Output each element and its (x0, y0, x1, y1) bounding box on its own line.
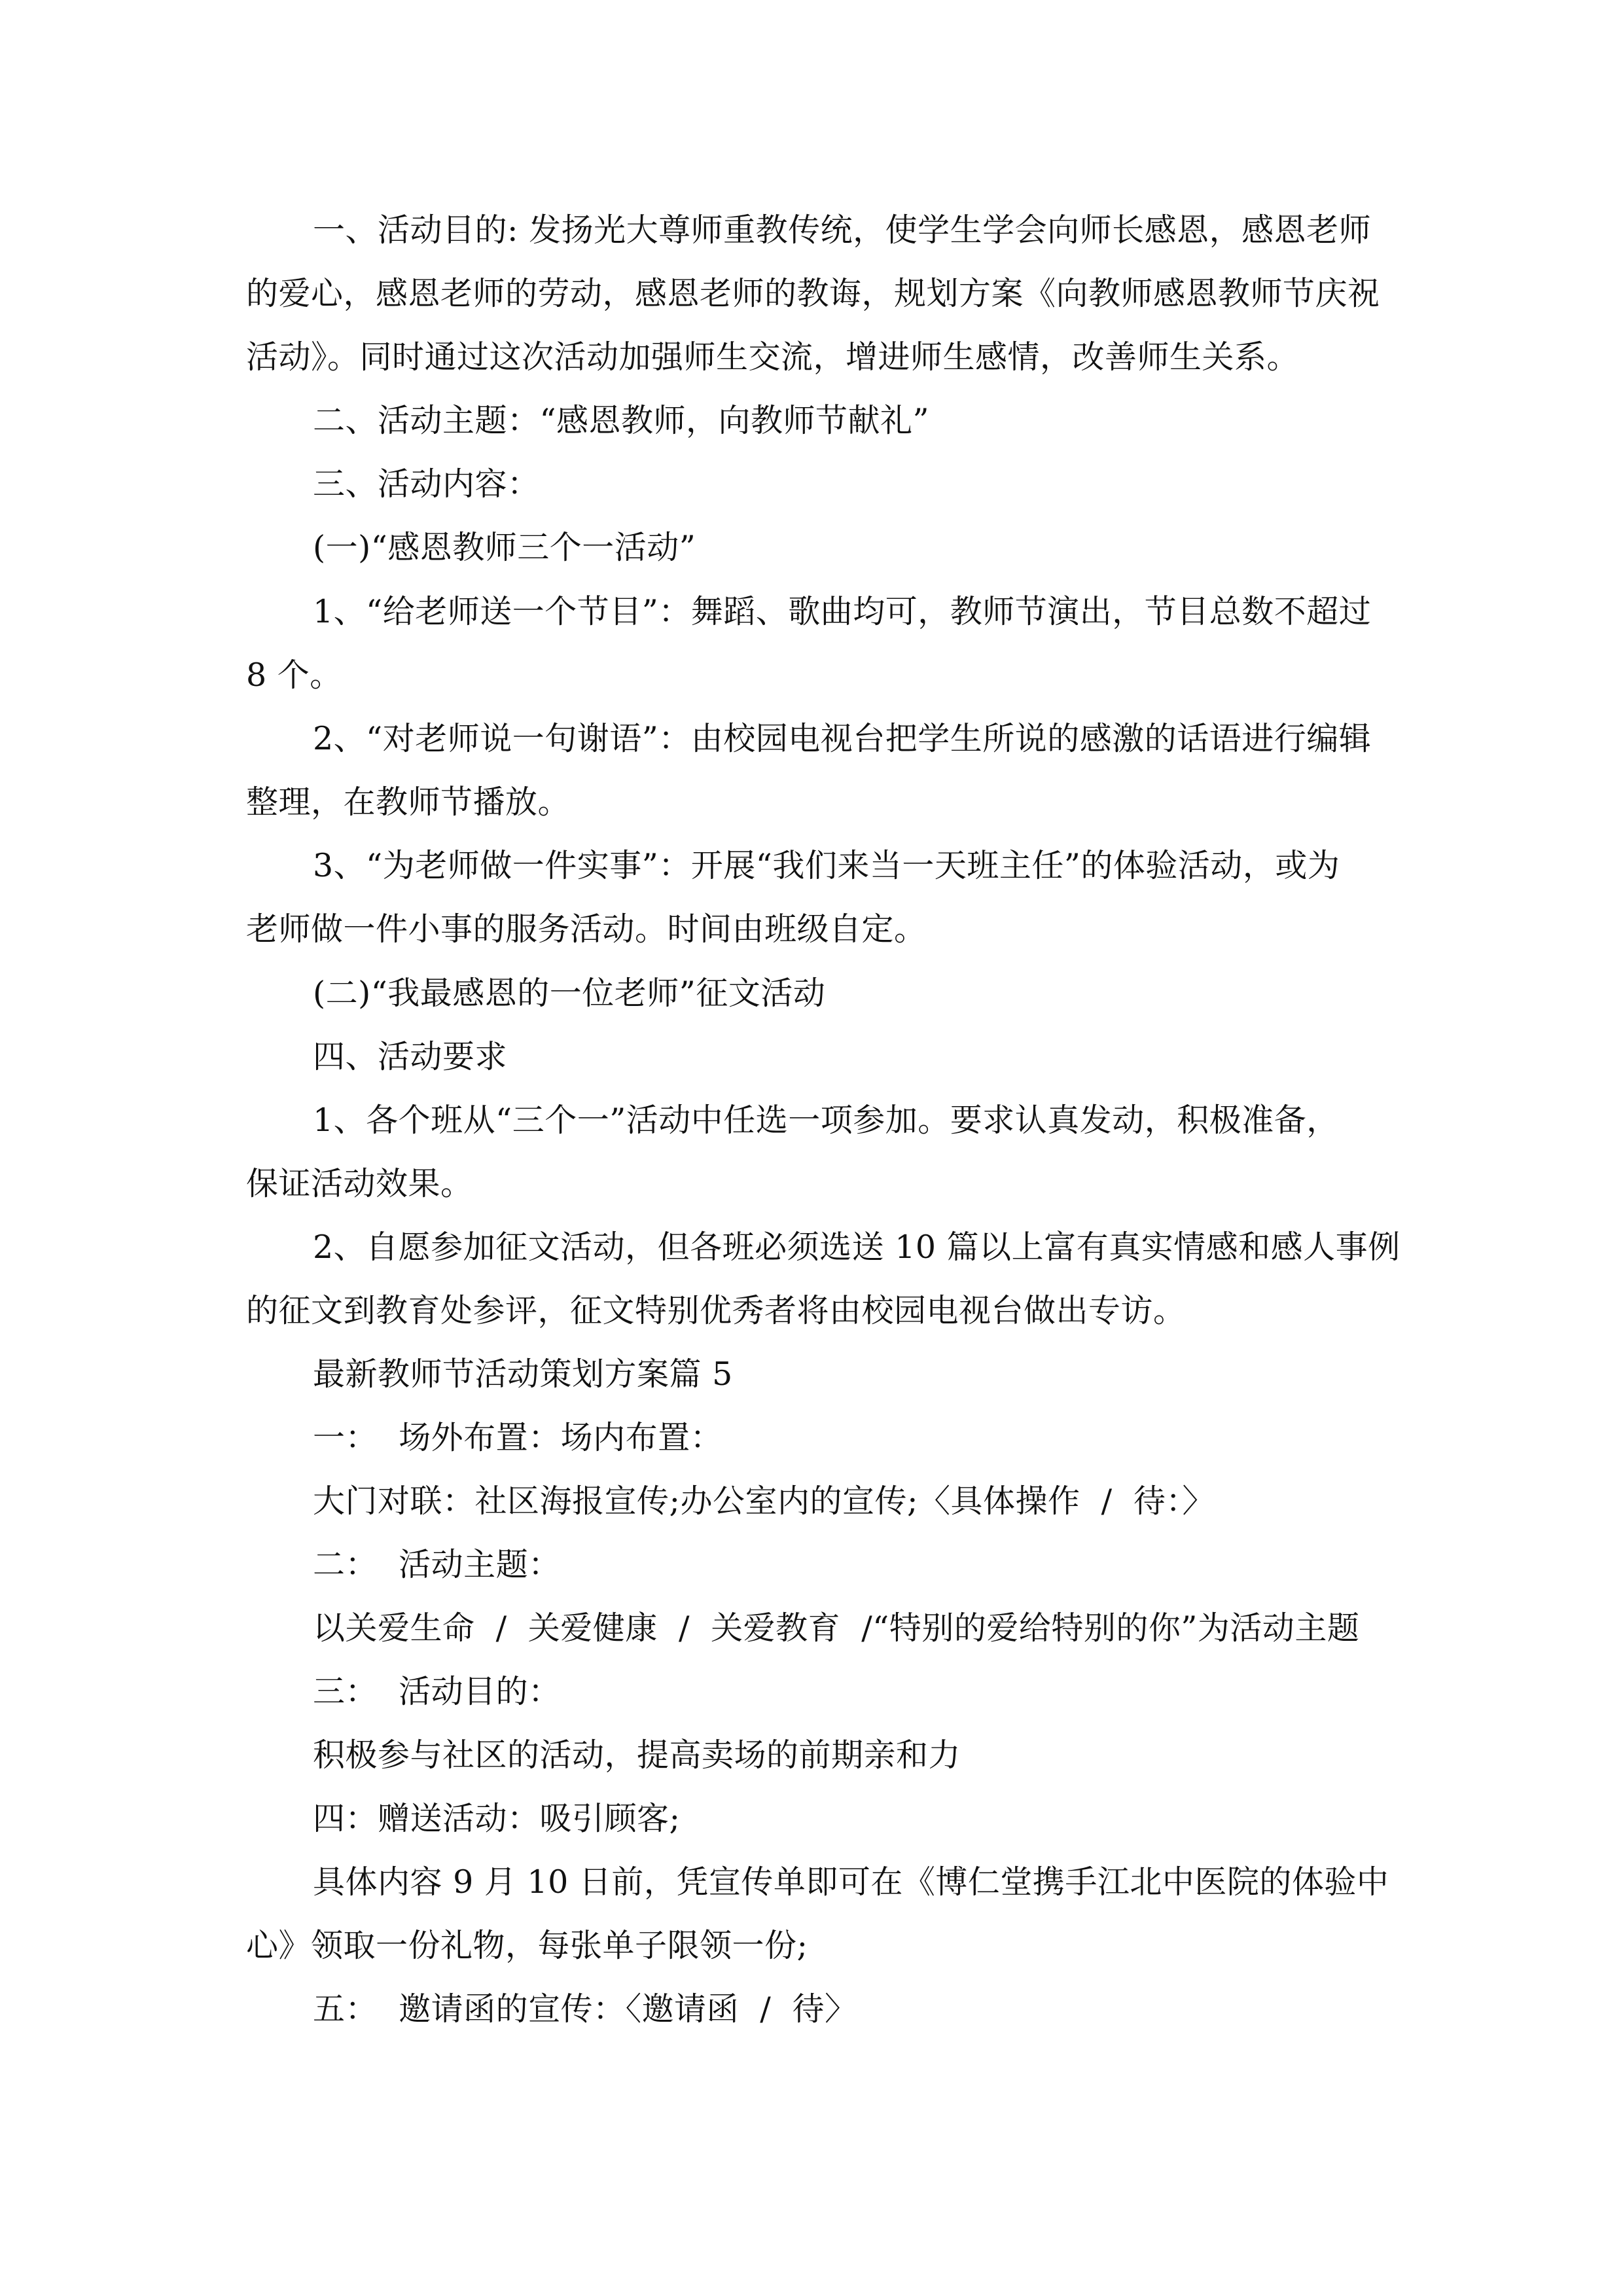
text-line: 五： 邀请函的宣传：〈邀请函 / 待〉 (313, 1990, 857, 2028)
text-line: 1、“给老师送一个节目”：舞蹈、歌曲均可，教师节演出，节目总数不超过 (313, 593, 1372, 630)
text-line: 的爱心，感恩老师的劳动，感恩老师的教诲，规划方案《向教师感恩教师节庆祝 (246, 275, 1380, 312)
text-line: 三： 活动目的： (313, 1673, 561, 1710)
text-line: 1、各个班从“三个一”活动中任选一项参加。要求认真发动，积极准备， (313, 1102, 1339, 1139)
text-line: 二： 活动主题： (313, 1546, 561, 1583)
text-line: 老师做一件小事的服务活动。时间由班级自定。 (246, 910, 927, 948)
text-line: 最新教师节活动策划方案篇 5 (313, 1355, 733, 1393)
text-line: 8 个。 (246, 656, 342, 694)
text-line: 具体内容 9 月 10 日前，凭宣传单即可在《博仁堂携手江北中医院的体验中 (313, 1863, 1389, 1901)
text-line: 心》领取一份礼物，每张单子限领一份; (246, 1927, 808, 1964)
text-line: 一： 场外布置：场内布置： (313, 1419, 723, 1456)
text-line: 以关爱生命 / 关爱健康 / 关爱教育 /“特别的爱给特别的你”为活动主题 (313, 1609, 1360, 1647)
text-line: 活动》。同时通过这次活动加强师生交流，增进师生感情，改善师生关系。 (246, 338, 1300, 376)
text-line: 的征文到教育处参评，征文特别优秀者将由校园电视台做出专访。 (246, 1292, 1186, 1329)
text-line: (一)“感恩教师三个一活动” (313, 529, 696, 566)
text-line: (二)“我最感恩的一位老师”征文活动 (313, 975, 826, 1012)
text-line: 3、“为老师做一件实事”：开展“我们来当一天班主任”的体验活动，或为 (313, 847, 1340, 884)
text-line: 整理，在教师节播放。 (246, 783, 571, 821)
text-line: 三、活动内容： (313, 465, 540, 503)
text-line: 2、“对老师说一句谢语”：由校园电视台把学生所说的感激的话语进行编辑 (313, 720, 1372, 757)
text-line: 大门对联：社区海报宣传;办公室内的宣传;〈具体操作 / 待：〉 (313, 1482, 1215, 1520)
text-line: 积极参与社区的活动，提高卖场的前期亲和力 (313, 1736, 961, 1774)
text-line: 保证活动效果。 (246, 1165, 473, 1202)
text-line: 二、活动主题：“感恩教师，向教师节献礼” (313, 402, 930, 439)
text-line: 四、活动要求 (313, 1038, 508, 1075)
text-line: 一、活动目的: 发扬光大尊师重教传统，使学生学会向师长感恩，感恩老师 (313, 211, 1372, 249)
text-line: 四：赠送活动：吸引顾客; (313, 1800, 681, 1837)
text-line: 2、自愿参加征文活动，但各班必须选送 10 篇以上富有真实情感和感人事例 (313, 1229, 1400, 1266)
